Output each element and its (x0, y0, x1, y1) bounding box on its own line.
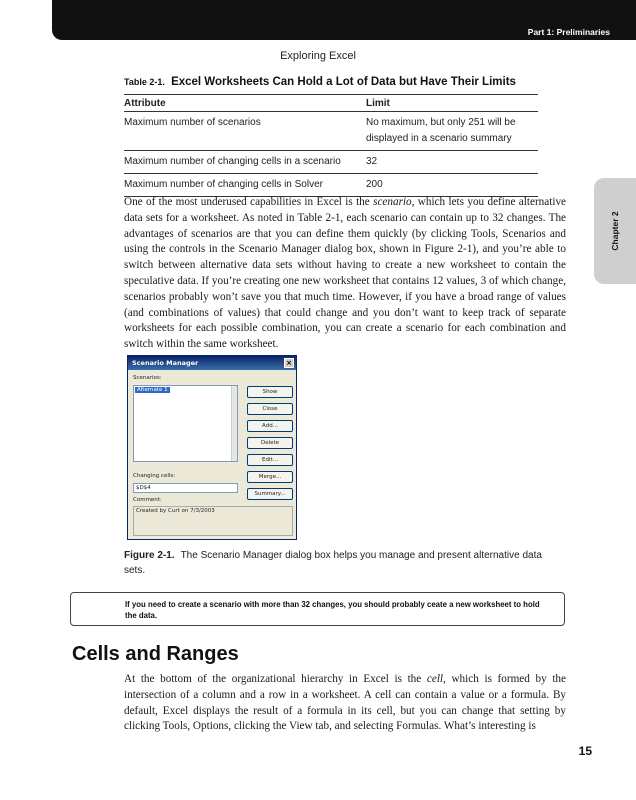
table-cell: 200 (366, 174, 538, 197)
list-item[interactable]: Alternate 1 (137, 387, 168, 393)
table-cell: 32 (366, 151, 538, 174)
dialog-title-bar (128, 356, 296, 370)
table-row (124, 174, 538, 197)
scenarios-label: Scenarios: (133, 375, 162, 381)
comment-field: Created by Curt on 7/3/2003 (133, 506, 293, 536)
part-label: Part 1: Preliminaries (527, 27, 610, 37)
edit-button[interactable]: Edit... (247, 454, 293, 466)
chapter-tab-label: Chapter 2 (610, 211, 620, 251)
dialog-title: Scenario Manager (132, 359, 199, 367)
running-head: Exploring Excel (280, 50, 356, 62)
column-header-limit: Limit (366, 95, 538, 112)
note-text: If you need to create a scenario with more than 32 changes, you should probably ceate a new worksheet to hold the data. (125, 600, 540, 620)
paragraph-text: At the bottom of the organizational hierarchy in Excel is the (124, 673, 427, 685)
table-number: Table 2-1. (124, 77, 165, 87)
table-row (124, 151, 538, 174)
term-emphasis: cell (426, 673, 444, 685)
merge-button[interactable]: Merge... (247, 471, 293, 483)
figure-number: Figure 2-1. (124, 550, 175, 561)
scenario-manager-dialog (127, 355, 297, 540)
table-cell: Maximum number of changing cells in a scenario (124, 151, 366, 174)
table-title: Excel Worksheets Can Hold a Lot of Data but Have Their Limits (171, 76, 516, 88)
scenarios-list[interactable] (133, 385, 238, 462)
summary-button[interactable]: Summary... (247, 488, 293, 500)
table-header-row (124, 95, 538, 112)
close-icon[interactable]: × (284, 358, 294, 368)
show-button[interactable]: Show (247, 386, 293, 398)
changing-cells-field[interactable]: $D$4 (133, 483, 238, 493)
table-row (124, 112, 538, 151)
chapter-tab (594, 178, 636, 284)
limits-table (124, 94, 538, 197)
paragraph-text: One of the most underused capabilities in Excel is the (124, 196, 374, 208)
table-cell: Maximum number of scenarios (124, 112, 366, 151)
paragraph-text: , which lets you define alternative data sets for a worksheet. As noted in Table 2-1, each scenario can contain up to 32 changes. The advantages of scenarios are that you can define them quickly (by clicking Tools, Scenarios and using the controls in the Scenario Manager dialog box, shown in Figure 2-1), and you’re able to switch between alternative data sets without having to create a new worksheet to contain the speculative data. If you’re creating one new worksheet that contains 12 values, 3 of which change, scenarios probably won’t save you that much time. However, if you have a broad range of values (and combinations of values) that could change and you don’t want to keep track of separate worksheets for each possible combination, you can create a scenario for each combination and switch within the same worksheet. (124, 196, 567, 351)
table-caption (124, 76, 516, 88)
note-box (70, 592, 565, 626)
page-number: 15 (578, 744, 592, 758)
term-emphasis: scenario (373, 196, 412, 208)
top-header-bar (52, 0, 636, 40)
table-cell: Maximum number of changing cells in Solver (124, 174, 366, 197)
table-cell: No maximum, but only 251 will be displayed in a scenario summary (366, 112, 538, 151)
changing-cells-label: Changing cells: (133, 473, 176, 479)
figure-caption (124, 548, 564, 578)
column-header-attribute: Attribute (124, 95, 366, 112)
delete-button[interactable]: Delete (247, 437, 293, 449)
section-heading: Cells and Ranges (72, 643, 239, 665)
scrollbar[interactable] (231, 386, 237, 461)
body-paragraph-cells (124, 672, 566, 735)
add-button[interactable]: Add... (247, 420, 293, 432)
comment-label: Comment: (133, 497, 162, 503)
paragraph-text: , which is formed by the intersection of a column and a row in a worksheet. A cell can contain a value or a formula. By default, Excel displays the result of a formula in its cell, but you can change that setting by clicking Tools, Options, clicking the View tab, and selecting Formulas. What’s interesting is (124, 673, 566, 733)
close-button[interactable]: Close (247, 403, 293, 415)
body-paragraph-scenarios (124, 195, 566, 353)
figure-caption-text: The Scenario Manager dialog box helps you manage and present alternative data sets. (124, 550, 542, 576)
